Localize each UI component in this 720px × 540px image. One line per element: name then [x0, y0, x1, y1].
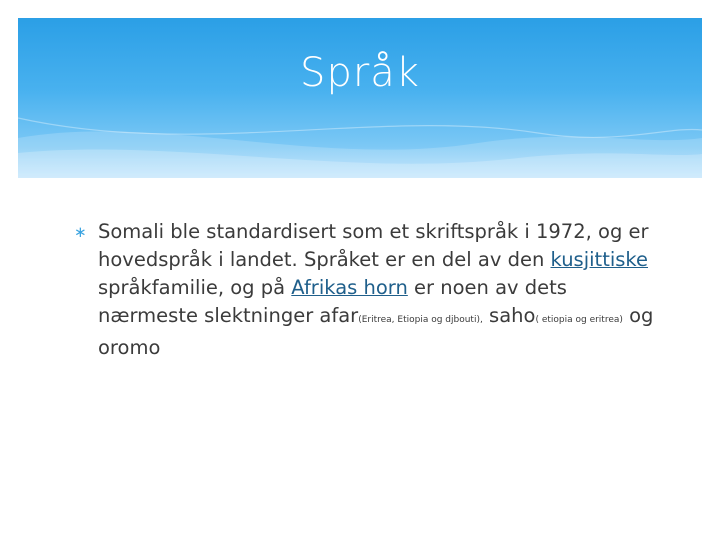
slide-title: Språk: [300, 50, 420, 96]
paragraph-text-1: Somali ble standardisert som et skriftspråk i 1972, og er hovedspråk i landet. Språket er en del av den: [98, 220, 649, 271]
paragraph-text-3: er noen av dets nærmeste slektninger afar: [98, 276, 567, 327]
paragraph-text-2: språkfamilie, og på: [98, 276, 292, 299]
wave-decoration: [18, 18, 702, 178]
body-paragraph: [98, 218, 663, 362]
note-afar-countries: (Eritrea, Etiopia og djbouti),: [358, 315, 483, 325]
note-saho-countries: ( etiopia og eritrea): [535, 315, 623, 325]
title-banner: [18, 18, 702, 178]
link-afrikas-horn[interactable]: Afrikas horn: [291, 276, 408, 299]
paragraph-text-4: saho: [482, 304, 536, 327]
bullet-icon: ∗: [74, 223, 87, 241]
paragraph-text-5: og oromo: [98, 304, 654, 359]
link-kusjittiske[interactable]: kusjittiske: [550, 248, 649, 271]
